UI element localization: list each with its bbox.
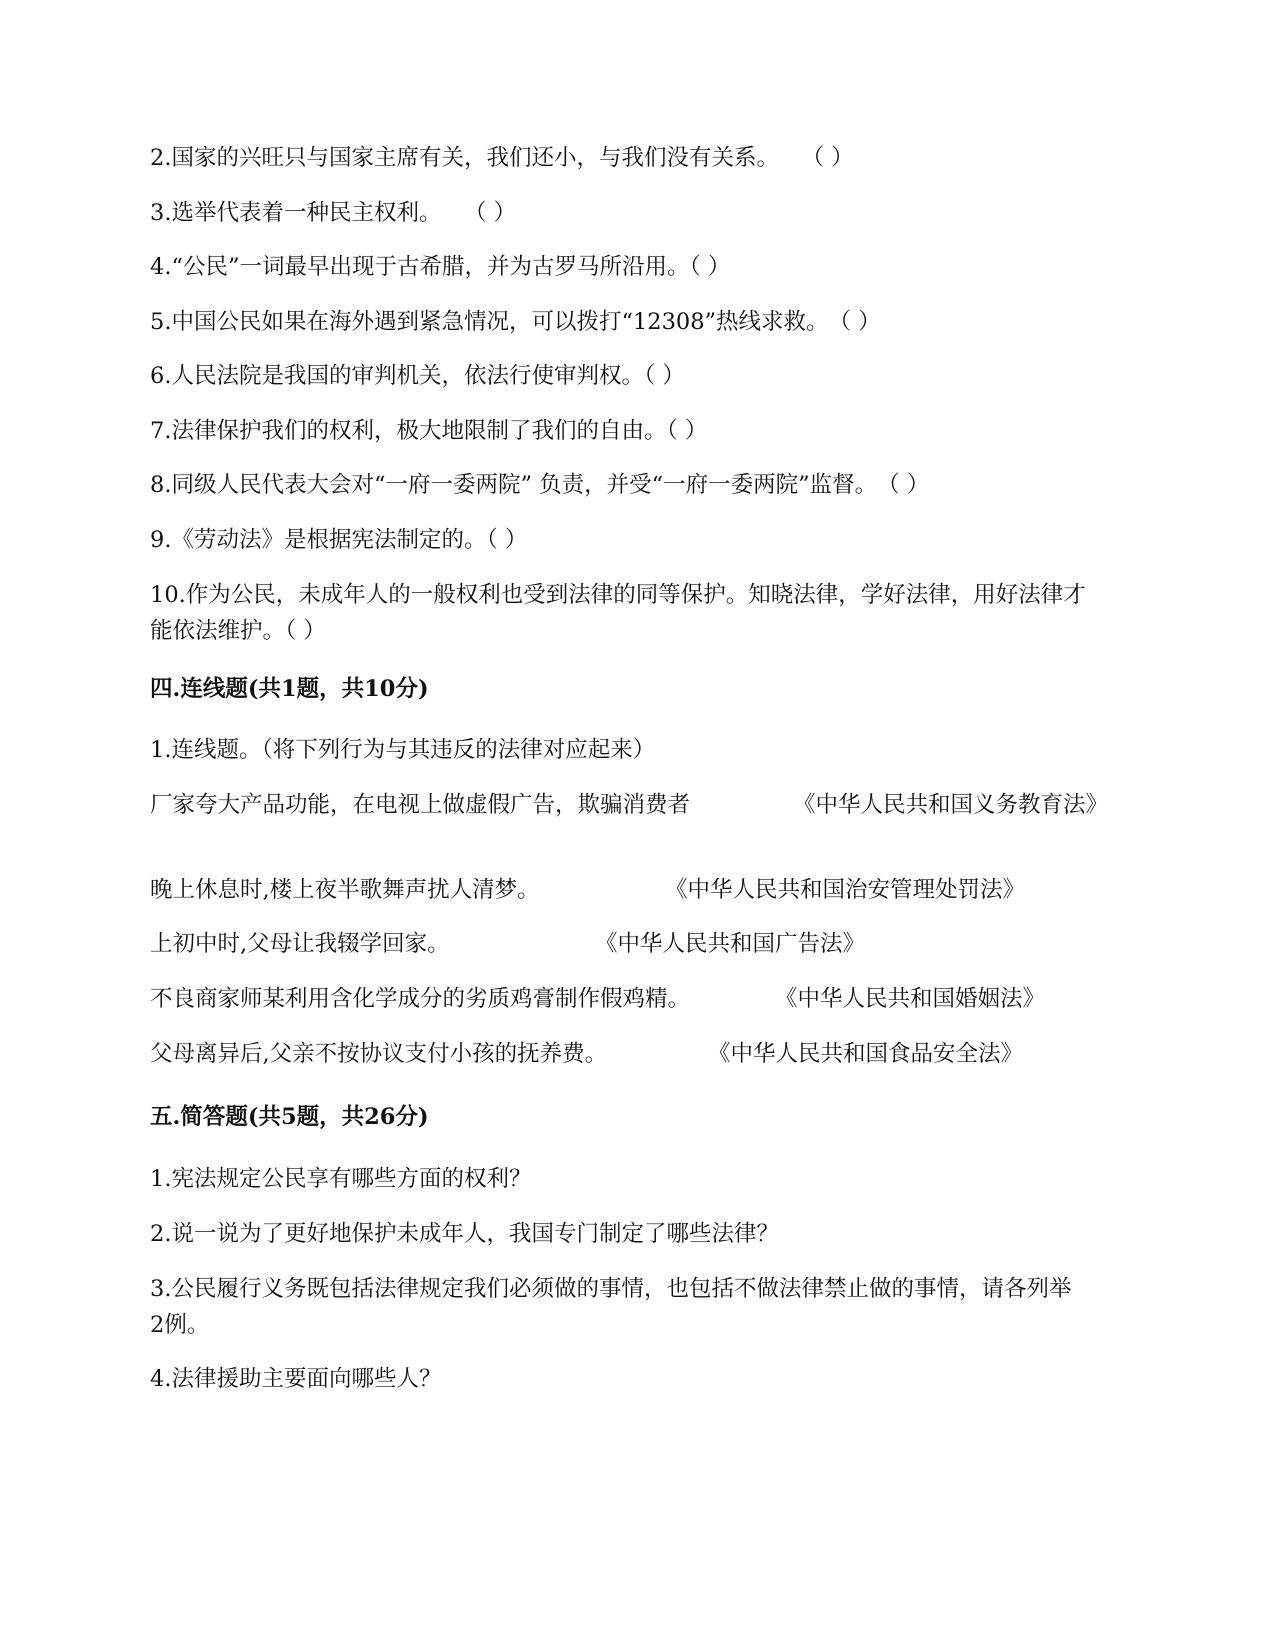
matching-behavior: 晚上休息时,楼上夜半歌舞声扰人清梦。 — [150, 877, 540, 903]
matching-law: 《中华人民共和国广告法》 — [595, 931, 866, 957]
judge-item-9: 9.《劳动法》是根据宪法制定的。（ ） — [150, 527, 528, 553]
section-heading-matching: 四.连线题(共1题，共10分) — [150, 676, 429, 702]
judge-item-5: 5.中国公民如果在海外遇到紧急情况，可以拨打“12308”热线求救。 （ ） — [150, 309, 881, 335]
judge-item-3: 3.选举代表着一种民主权利。 （ ） — [150, 200, 517, 226]
matching-law: 《中华人民共和国食品安全法》 — [708, 1041, 1024, 1067]
judge-item-2: 2.国家的兴旺只与国家主席有关，我们还小，与我们没有关系。 （ ） — [150, 145, 854, 171]
matching-question: 1.连线题。（将下列行为与其违反的法律对应起来） — [150, 737, 656, 763]
matching-behavior: 厂家夸大产品功能，在电视上做虚假广告，欺骗消费者 — [150, 792, 691, 818]
matching-law: 《中华人民共和国义务教育法》 — [793, 792, 1109, 818]
matching-row — [150, 1036, 1110, 1072]
matching-row — [150, 926, 1110, 962]
short-answer-item-4: 4.法律援助主要面向哪些人？ — [150, 1366, 442, 1392]
matching-behavior: 上初中时,父母让我辍学回家。 — [150, 931, 450, 957]
judge-item-10: 10.作为公民，未成年人的一般权利也受到法律的同等保护。知晓法律，学好法律，用好法律才能依法维护。（ ） — [150, 582, 1086, 644]
short-answer-item-2: 2.说一说为了更好地保护未成年人，我国专门制定了哪些法律？ — [150, 1221, 779, 1247]
matching-behavior: 父母离异后,父亲不按协议支付小孩的抚养费。 — [150, 1041, 608, 1067]
matching-behavior: 不良商家师某利用含化学成分的劣质鸡膏制作假鸡精。 — [150, 986, 691, 1012]
matching-law: 《中华人民共和国婚姻法》 — [775, 986, 1046, 1012]
section-heading-short-answer: 五.简答题(共5题，共26分) — [150, 1104, 429, 1130]
matching-row — [150, 787, 1110, 847]
matching-law: 《中华人民共和国治安管理处罚法》 — [665, 877, 1026, 903]
short-answer-item-3: 3.公民履行义务既包括法律规定我们必须做的事情，也包括不做法律禁止做的事情，请各列举2例。 — [150, 1276, 1072, 1338]
matching-row — [150, 872, 1110, 908]
judge-item-8: 8.同级人民代表大会对“一府一委两院” 负责，并受“一府一委两院”监督。 （ ） — [150, 472, 930, 498]
short-answer-item-1: 1.宪法规定公民享有哪些方面的权利？ — [150, 1166, 532, 1192]
judge-item-7: 7.法律保护我们的权利，极大地限制了我们的自由。（ ） — [150, 418, 708, 444]
judge-item-4: 4.“公民”一词最早出现于古希腊，并为古罗马所沿用。（ ） — [150, 254, 731, 280]
judge-item-6: 6.人民法院是我国的审判机关，依法行使审判权。（ ） — [150, 363, 685, 389]
matching-row — [150, 981, 1110, 1017]
